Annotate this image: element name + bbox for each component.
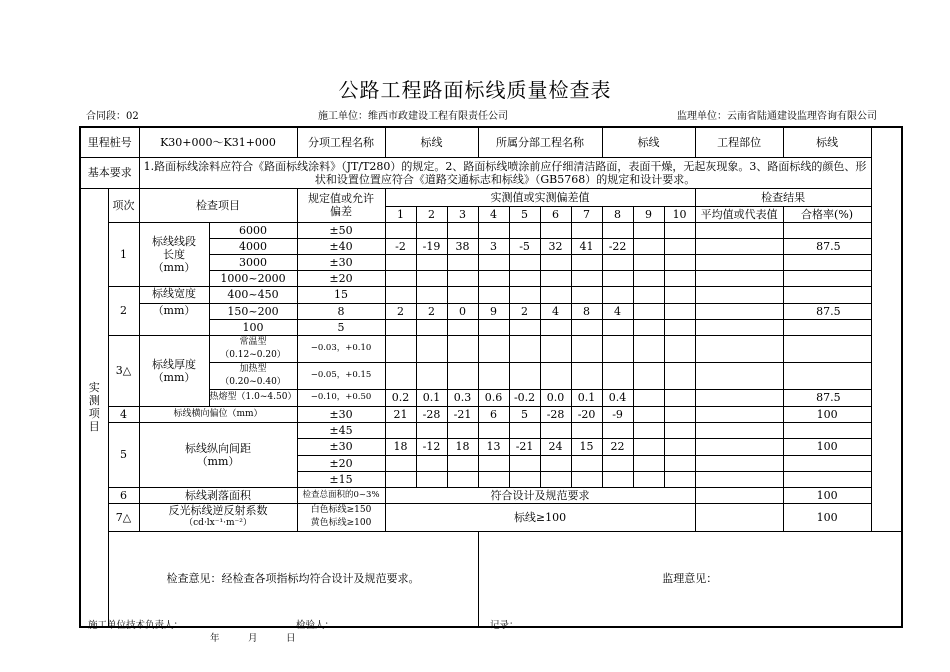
measured-value bbox=[602, 270, 633, 286]
measured-value bbox=[416, 335, 447, 362]
measured-value: 15 bbox=[571, 438, 602, 455]
measured-value bbox=[633, 254, 664, 270]
measured-value bbox=[664, 286, 695, 303]
sub-item: 100 bbox=[209, 319, 297, 335]
item-name: 标线剥落面积 bbox=[139, 487, 297, 503]
measured-value bbox=[664, 455, 695, 471]
spec-value: 15 bbox=[297, 286, 385, 303]
measured-value: 9 bbox=[478, 303, 509, 319]
measured-value bbox=[664, 335, 695, 362]
measured-value bbox=[571, 222, 602, 238]
measured-value bbox=[509, 362, 540, 389]
section-label: 实测项目 bbox=[80, 188, 108, 627]
item-no: 3△ bbox=[108, 335, 139, 406]
measured-value bbox=[385, 319, 416, 335]
measured-value: 24 bbox=[540, 438, 571, 455]
measured-value bbox=[385, 362, 416, 389]
pass-rate: 87.5 bbox=[783, 389, 871, 406]
avg-value bbox=[695, 406, 783, 422]
spec-value: ±50 bbox=[297, 222, 385, 238]
measured-value: 4 bbox=[540, 303, 571, 319]
col-measured: 实测值或实测偏差值 bbox=[385, 188, 695, 206]
col-num-7: 7 bbox=[571, 206, 602, 222]
measured-value bbox=[664, 438, 695, 455]
measured-value: -19 bbox=[416, 238, 447, 254]
measured-value bbox=[447, 319, 478, 335]
measured-value bbox=[540, 471, 571, 487]
measured-value bbox=[633, 222, 664, 238]
station-label: 里程桩号 bbox=[80, 127, 139, 157]
avg-value bbox=[695, 389, 783, 406]
station-value: K30+000～K31+000 bbox=[139, 127, 297, 157]
measured-value: -20 bbox=[571, 406, 602, 422]
measured-value: 18 bbox=[447, 438, 478, 455]
avg-value bbox=[695, 254, 783, 270]
measured-value: 6 bbox=[478, 406, 509, 422]
col-rate: 合格率(%) bbox=[783, 206, 871, 222]
measured-value bbox=[571, 455, 602, 471]
measured-value bbox=[540, 455, 571, 471]
parent-value: 标线 bbox=[602, 127, 695, 157]
avg-value bbox=[695, 503, 783, 531]
spec-value: ±40 bbox=[297, 238, 385, 254]
recorder-signature: 记录： bbox=[490, 620, 519, 631]
sub-item: 加热型（0.20~0.40） bbox=[209, 362, 297, 389]
measured-value bbox=[633, 362, 664, 389]
item-no: 5 bbox=[108, 422, 139, 487]
pass-rate: 87.5 bbox=[783, 238, 871, 254]
measured-value: 符合设计及规范要求 bbox=[385, 487, 695, 503]
measured-value bbox=[416, 254, 447, 270]
measured-value bbox=[664, 389, 695, 406]
measured-value bbox=[602, 335, 633, 362]
spec-value: 5 bbox=[297, 319, 385, 335]
col-num-3: 3 bbox=[447, 206, 478, 222]
measured-value bbox=[540, 254, 571, 270]
inspector-signature: 检验人： bbox=[296, 620, 335, 631]
measured-value bbox=[385, 270, 416, 286]
col-spec: 规定值或允许偏差 bbox=[297, 188, 385, 222]
measured-value bbox=[664, 254, 695, 270]
measured-value bbox=[540, 422, 571, 438]
sub-item: 400~450 bbox=[209, 286, 297, 303]
avg-value bbox=[695, 487, 783, 503]
pass-rate bbox=[783, 335, 871, 362]
measured-value: -28 bbox=[416, 406, 447, 422]
spec-yellow: 黄色标线≥100 bbox=[310, 518, 372, 528]
supervision-unit: 监理单位：云南省陆通建设监理咨询有限公司 bbox=[677, 111, 877, 122]
measured-value bbox=[664, 422, 695, 438]
measured-value: 18 bbox=[385, 438, 416, 455]
spec-value: ±30 bbox=[297, 254, 385, 270]
measured-value bbox=[571, 422, 602, 438]
col-num-8: 8 bbox=[602, 206, 633, 222]
avg-value bbox=[695, 471, 783, 487]
measured-value bbox=[571, 286, 602, 303]
measured-value: 0.1 bbox=[416, 389, 447, 406]
measured-value bbox=[664, 238, 695, 254]
item-no: 1 bbox=[108, 222, 139, 286]
sub-item: 热熔型（1.0~4.50） bbox=[209, 389, 297, 406]
col-num-5: 5 bbox=[509, 206, 540, 222]
measured-value bbox=[447, 335, 478, 362]
item-name: 标线线段长度（mm） bbox=[139, 222, 209, 286]
table-row bbox=[80, 303, 902, 319]
measured-value: 8 bbox=[571, 303, 602, 319]
subitem-value: 标线 bbox=[385, 127, 478, 157]
page-title: 公路工程路面标线质量检查表 bbox=[338, 78, 612, 102]
pass-rate: 100 bbox=[783, 406, 871, 422]
measured-value: 2 bbox=[416, 303, 447, 319]
measured-value bbox=[633, 471, 664, 487]
pass-rate bbox=[783, 362, 871, 389]
measured-value: -2 bbox=[385, 238, 416, 254]
measured-value: 21 bbox=[385, 406, 416, 422]
measured-value: 标线≥100 bbox=[385, 503, 695, 531]
spec-value bbox=[297, 503, 385, 531]
measured-value bbox=[416, 286, 447, 303]
measured-value bbox=[509, 471, 540, 487]
table-row bbox=[80, 406, 902, 422]
spec-white: 白色标线≥150 bbox=[310, 505, 372, 515]
measured-value bbox=[664, 222, 695, 238]
measured-value bbox=[416, 471, 447, 487]
measured-value: 32 bbox=[540, 238, 571, 254]
measured-value bbox=[633, 438, 664, 455]
spec-value: −0.05，+0.15 bbox=[297, 362, 385, 389]
measured-value bbox=[447, 422, 478, 438]
measured-value bbox=[571, 471, 602, 487]
measured-value: 2 bbox=[385, 303, 416, 319]
measured-value bbox=[571, 362, 602, 389]
measured-value bbox=[633, 270, 664, 286]
avg-value bbox=[695, 270, 783, 286]
pass-rate bbox=[783, 286, 871, 303]
measured-value bbox=[509, 335, 540, 362]
measured-value bbox=[540, 222, 571, 238]
measured-value: -0.2 bbox=[509, 389, 540, 406]
measured-value: 5 bbox=[509, 406, 540, 422]
measured-value bbox=[540, 335, 571, 362]
measured-value bbox=[416, 319, 447, 335]
item-unit: （mm） bbox=[139, 303, 209, 335]
subitem-label: 分项工程名称 bbox=[297, 127, 385, 157]
table-row bbox=[80, 487, 902, 503]
measured-value bbox=[478, 362, 509, 389]
measured-value bbox=[633, 286, 664, 303]
pass-rate: 100 bbox=[783, 487, 871, 503]
measured-value bbox=[664, 406, 695, 422]
measured-value bbox=[416, 362, 447, 389]
measured-value bbox=[447, 270, 478, 286]
measured-value bbox=[385, 471, 416, 487]
avg-value bbox=[695, 222, 783, 238]
measured-value bbox=[540, 319, 571, 335]
sub-item: 6000 bbox=[209, 222, 297, 238]
measured-value: -5 bbox=[509, 238, 540, 254]
measured-value bbox=[447, 362, 478, 389]
col-num-1: 1 bbox=[385, 206, 416, 222]
pass-rate bbox=[783, 471, 871, 487]
sub-item: 4000 bbox=[209, 238, 297, 254]
measured-value bbox=[664, 303, 695, 319]
col-no: 项次 bbox=[108, 188, 139, 222]
measured-value: 0.2 bbox=[385, 389, 416, 406]
measured-value bbox=[509, 319, 540, 335]
measured-value bbox=[447, 455, 478, 471]
part-value: 标线 bbox=[783, 127, 871, 157]
pass-rate: 100 bbox=[783, 438, 871, 455]
measured-value bbox=[633, 319, 664, 335]
measured-value: 41 bbox=[571, 238, 602, 254]
measured-value bbox=[416, 222, 447, 238]
table-row bbox=[80, 335, 902, 362]
basic-req-label: 基本要求 bbox=[80, 157, 139, 188]
item-unit: （cd·lx⁻¹·m⁻²） bbox=[184, 518, 252, 528]
measured-value: 22 bbox=[602, 438, 633, 455]
measured-value bbox=[571, 319, 602, 335]
col-num-6: 6 bbox=[540, 206, 571, 222]
col-result: 检查结果 bbox=[695, 188, 871, 206]
table-row bbox=[80, 286, 902, 303]
signature-date: 年 月 日 bbox=[210, 633, 296, 644]
measured-value bbox=[385, 455, 416, 471]
measured-value: 4 bbox=[602, 303, 633, 319]
measured-value bbox=[633, 422, 664, 438]
measured-value bbox=[602, 286, 633, 303]
inspection-table bbox=[79, 126, 903, 628]
pass-rate bbox=[783, 455, 871, 471]
item-no: 4 bbox=[108, 406, 139, 422]
sub-item: 常温型（0.12~0.20） bbox=[209, 335, 297, 362]
measured-value: 38 bbox=[447, 238, 478, 254]
measured-value: -28 bbox=[540, 406, 571, 422]
measured-value bbox=[478, 319, 509, 335]
measured-value bbox=[447, 286, 478, 303]
avg-value bbox=[695, 455, 783, 471]
measured-value bbox=[509, 422, 540, 438]
measured-value bbox=[633, 238, 664, 254]
item-name: 标线宽度 bbox=[139, 286, 209, 303]
table-row bbox=[80, 422, 902, 438]
contractor-unit: 施工单位：维西市政建设工程有限责任公司 bbox=[318, 111, 508, 122]
measured-value bbox=[602, 319, 633, 335]
measured-value bbox=[478, 270, 509, 286]
measured-value bbox=[540, 286, 571, 303]
measured-value: 0.0 bbox=[540, 389, 571, 406]
table-row bbox=[80, 222, 902, 238]
measured-value: 0 bbox=[447, 303, 478, 319]
avg-value bbox=[695, 319, 783, 335]
measured-value bbox=[478, 422, 509, 438]
measured-value: -12 bbox=[416, 438, 447, 455]
sub-item: 1000~2000 bbox=[209, 270, 297, 286]
tech-lead-signature: 施工单位技术负责人： bbox=[88, 620, 184, 631]
measured-value bbox=[602, 222, 633, 238]
item-name bbox=[139, 503, 297, 531]
measured-value bbox=[602, 455, 633, 471]
contract-section: 合同段：02 bbox=[86, 111, 139, 122]
measured-value bbox=[478, 335, 509, 362]
avg-value bbox=[695, 438, 783, 455]
measured-value bbox=[385, 335, 416, 362]
measured-value bbox=[416, 270, 447, 286]
item-name: 标线厚度（mm） bbox=[139, 335, 209, 406]
measured-value bbox=[447, 471, 478, 487]
col-num-9: 9 bbox=[633, 206, 664, 222]
pass-rate: 87.5 bbox=[783, 303, 871, 319]
measured-value bbox=[664, 362, 695, 389]
measured-value bbox=[509, 270, 540, 286]
measured-value bbox=[602, 254, 633, 270]
spec-value: −0.03，+0.10 bbox=[297, 335, 385, 362]
spec-value: −0.10，+0.50 bbox=[297, 389, 385, 406]
measured-value bbox=[540, 270, 571, 286]
avg-value bbox=[695, 335, 783, 362]
avg-value bbox=[695, 362, 783, 389]
item-no: 2 bbox=[108, 286, 139, 335]
measured-value bbox=[385, 222, 416, 238]
measured-value bbox=[478, 455, 509, 471]
measured-value bbox=[447, 254, 478, 270]
measured-value bbox=[385, 286, 416, 303]
measured-value: 0.1 bbox=[571, 389, 602, 406]
spec-value: ±45 bbox=[297, 422, 385, 438]
measured-value bbox=[509, 222, 540, 238]
measured-value bbox=[602, 422, 633, 438]
measured-value bbox=[571, 270, 602, 286]
col-num-4: 4 bbox=[478, 206, 509, 222]
part-label: 工程部位 bbox=[695, 127, 783, 157]
spec-value: 8 bbox=[297, 303, 385, 319]
measured-value bbox=[633, 406, 664, 422]
measured-value bbox=[664, 270, 695, 286]
sub-item: 150~200 bbox=[209, 303, 297, 319]
measured-value bbox=[633, 303, 664, 319]
measured-value bbox=[447, 222, 478, 238]
check-opinion: 检查意见：经检查各项指标均符合设计及规范要求。 bbox=[108, 531, 478, 627]
measured-value bbox=[478, 286, 509, 303]
measured-value bbox=[509, 455, 540, 471]
spec-value: ±15 bbox=[297, 471, 385, 487]
pass-rate bbox=[783, 319, 871, 335]
spec-value: ±30 bbox=[297, 438, 385, 455]
spec-value: ±30 bbox=[297, 406, 385, 422]
measured-value bbox=[509, 286, 540, 303]
spec-value: ±20 bbox=[297, 270, 385, 286]
measured-value bbox=[633, 389, 664, 406]
measured-value bbox=[385, 422, 416, 438]
pass-rate bbox=[783, 222, 871, 238]
table-row bbox=[80, 503, 902, 531]
measured-value: 0.3 bbox=[447, 389, 478, 406]
supervision-opinion: 监理意见： bbox=[478, 531, 902, 627]
measured-value bbox=[540, 362, 571, 389]
basic-req-text: 1.路面标线涂料应符合《路面标线涂料》（JT/T280）的规定。2、路面标线喷涂前应仔细清洁路面，表面干燥，无起灰现象。3、路面标线的颜色、形状和设置位置应符合《道路交通标志和标线》（GB5768）的规定和设计要求。 bbox=[139, 157, 871, 188]
measured-value: 13 bbox=[478, 438, 509, 455]
avg-value bbox=[695, 422, 783, 438]
measured-value: 3 bbox=[478, 238, 509, 254]
item-no: 7△ bbox=[108, 503, 139, 531]
measured-value bbox=[509, 254, 540, 270]
avg-value bbox=[695, 238, 783, 254]
col-item: 检查项目 bbox=[139, 188, 297, 222]
spec-value: 检查总面积的0~3% bbox=[297, 487, 385, 503]
sub-item: 3000 bbox=[209, 254, 297, 270]
item-no: 6 bbox=[108, 487, 139, 503]
measured-value bbox=[664, 319, 695, 335]
item-name: 标线纵向间距（mm） bbox=[139, 422, 297, 487]
avg-value bbox=[695, 303, 783, 319]
item-name-main: 反光标线逆反射系数 bbox=[168, 504, 268, 517]
pass-rate bbox=[783, 270, 871, 286]
measured-value: -21 bbox=[509, 438, 540, 455]
measured-value bbox=[633, 455, 664, 471]
pass-rate bbox=[783, 422, 871, 438]
measured-value: 0.6 bbox=[478, 389, 509, 406]
pass-rate bbox=[783, 254, 871, 270]
measured-value bbox=[385, 254, 416, 270]
measured-value bbox=[602, 362, 633, 389]
col-num-2: 2 bbox=[416, 206, 447, 222]
spec-value: ±20 bbox=[297, 455, 385, 471]
measured-value: -21 bbox=[447, 406, 478, 422]
measured-value: -22 bbox=[602, 238, 633, 254]
measured-value bbox=[416, 422, 447, 438]
item-name: 标线横向偏位（mm） bbox=[139, 406, 297, 422]
measured-value bbox=[478, 222, 509, 238]
measured-value bbox=[571, 254, 602, 270]
measured-value bbox=[633, 335, 664, 362]
measured-value bbox=[478, 471, 509, 487]
measured-value: 2 bbox=[509, 303, 540, 319]
col-num-10: 10 bbox=[664, 206, 695, 222]
measured-value bbox=[478, 254, 509, 270]
measured-value bbox=[416, 455, 447, 471]
pass-rate: 100 bbox=[783, 503, 871, 531]
parent-label: 所属分部工程名称 bbox=[478, 127, 602, 157]
measured-value bbox=[571, 335, 602, 362]
measured-value bbox=[664, 471, 695, 487]
measured-value bbox=[602, 471, 633, 487]
measured-value: 0.4 bbox=[602, 389, 633, 406]
measured-value: -9 bbox=[602, 406, 633, 422]
avg-value bbox=[695, 286, 783, 303]
col-avg: 平均值或代表值 bbox=[695, 206, 783, 222]
